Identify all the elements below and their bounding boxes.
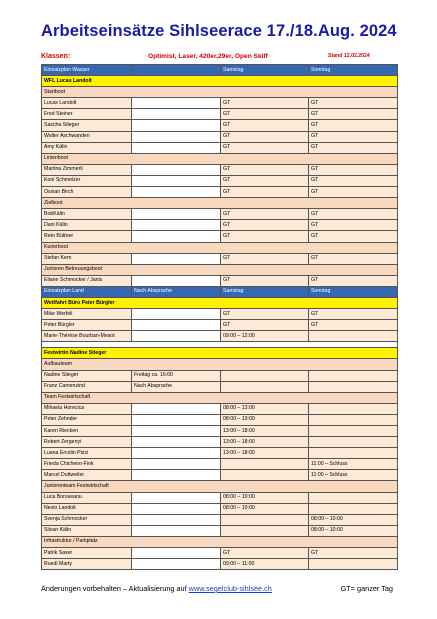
person-name: Mihaela Horecica (42, 403, 132, 414)
person-name: Fred Steiner (42, 109, 132, 120)
person-name: Luca Boroseanu (42, 492, 132, 503)
table-row (42, 231, 398, 242)
note-cell (132, 559, 221, 570)
sunday-cell (309, 437, 398, 448)
person-name: Peter Bürgler (42, 320, 132, 331)
classes-label: Klassen: (41, 53, 71, 60)
sunday-cell (309, 381, 398, 392)
saturday-cell: 13:00 – 18:00 (221, 448, 309, 459)
section-title: Startboot (42, 87, 398, 98)
table-row (42, 98, 398, 109)
person-name: Walter Aschwanden (42, 131, 132, 142)
table-row (42, 209, 398, 220)
table-row (42, 414, 398, 425)
saturday-cell: GT (221, 142, 309, 153)
note-cell (132, 320, 221, 331)
table-row (42, 448, 398, 459)
note-cell (132, 142, 221, 153)
sunday-cell: GT (309, 187, 398, 198)
table-row (42, 109, 398, 120)
sunday-cell: GT (309, 164, 398, 175)
person-name: Reto Büttner (42, 231, 132, 242)
note-cell (132, 120, 221, 131)
person-name: Eliane Schmocker / Janis (42, 275, 132, 286)
footer (41, 584, 393, 593)
org-label: Festwirtin Nadine Stieger (42, 348, 398, 359)
saturday-cell: GT (221, 175, 309, 186)
sunday-cell: GT (309, 109, 398, 120)
note-cell (132, 503, 221, 514)
saturday-cell: 13:00 – 18:00 (221, 437, 309, 448)
saturday-cell (221, 370, 309, 381)
header-cell: Einsatzplan Land (42, 286, 132, 297)
note-cell (132, 131, 221, 142)
saturday-cell: GT (221, 548, 309, 559)
website-link[interactable]: www.segelclub-sihlsee.ch (188, 584, 272, 593)
footer-text: Änderungen vorbehalten – Aktualisierung auf (41, 584, 189, 593)
sunday-cell (309, 559, 398, 570)
saturday-cell: 09:00 – 12:00 (221, 331, 309, 342)
note-cell (132, 470, 221, 481)
note-cell (132, 109, 221, 120)
note-cell (132, 164, 221, 175)
table-row (42, 320, 398, 331)
person-name: Nevio Landolt (42, 503, 132, 514)
person-name: Peter Zehnder (42, 414, 132, 425)
note-cell (132, 98, 221, 109)
table-row (42, 331, 398, 342)
header-cell (132, 65, 221, 76)
section-title: Aufbauteam (42, 359, 398, 370)
section-title: Kurierboot (42, 242, 398, 253)
page-title: Arbeitseinsätze Sihlseerace 17./18.Aug. 2024 (41, 22, 397, 40)
header-cell: Samstag (221, 65, 309, 76)
sunday-cell: GT (309, 175, 398, 186)
table-row (42, 470, 398, 481)
sunday-cell: GT (309, 98, 398, 109)
saturday-cell: 08:00 – 10:00 (221, 503, 309, 514)
person-name: Lucas Landolt (42, 98, 132, 109)
sunday-cell: GT (309, 253, 398, 264)
note-cell: Freitag ca. 16:00 (132, 370, 221, 381)
note-cell (132, 253, 221, 264)
table-row (42, 175, 398, 186)
section-title: Juniorenteam Festwirtschaft (42, 481, 398, 492)
org-label: Wettfahrt Büro Peter Bürgler (42, 297, 398, 308)
table-row (42, 437, 398, 448)
saturday-cell: 08:00 – 13:00 (221, 403, 309, 414)
classes-value: Optimist, Laser, 420er,29er, Open Skiff (148, 53, 268, 60)
table-row (42, 164, 398, 175)
gt-legend: GT= ganzer Tag (340, 584, 393, 593)
section-row (42, 359, 398, 370)
person-name: Martina Zimmerli (42, 164, 132, 175)
saturday-cell (221, 514, 309, 525)
note-cell (132, 459, 221, 470)
table-row (42, 459, 398, 470)
saturday-cell: GT (221, 231, 309, 242)
person-name: Patrik Saxer (42, 548, 132, 559)
person-name: Luana Ercolin Pizzi (42, 448, 132, 459)
org-label: WFL Lucas Landolt (42, 76, 398, 87)
sunday-cell: 08:00 – 10:00 (309, 514, 398, 525)
section-row (42, 87, 398, 98)
sunday-cell: GT (309, 209, 398, 220)
saturday-cell: 08:00 – 13:00 (221, 414, 309, 425)
sunday-cell: GT (309, 231, 398, 242)
saturday-cell: GT (221, 320, 309, 331)
note-cell (132, 492, 221, 503)
note-cell (132, 414, 221, 425)
sunday-cell (309, 370, 398, 381)
sunday-cell (309, 403, 398, 414)
sunday-cell (309, 331, 398, 342)
saturday-cell (221, 470, 309, 481)
sunday-cell: 11:00 – Schluss (309, 470, 398, 481)
saturday-cell: GT (221, 209, 309, 220)
sunday-cell: GT (309, 142, 398, 153)
land-header-row (42, 286, 398, 297)
note-cell (132, 231, 221, 242)
water-header-row (42, 65, 398, 76)
section-row (42, 153, 398, 164)
sunday-cell: GT (309, 275, 398, 286)
table-row (42, 559, 398, 570)
note-cell (132, 437, 221, 448)
saturday-cell: GT (221, 275, 309, 286)
table-row (42, 548, 398, 559)
sunday-cell: GT (309, 120, 398, 131)
saturday-cell: GT (221, 220, 309, 231)
sunday-cell (309, 492, 398, 503)
table-row (42, 275, 398, 286)
header-cell: Einsatzplan Wasser (42, 65, 132, 76)
festwirtin-org-row (42, 348, 398, 359)
sunday-cell: GT (309, 309, 398, 320)
saturday-cell: GT (221, 98, 309, 109)
saturday-cell (221, 381, 309, 392)
table-row (42, 403, 398, 414)
note-cell (132, 514, 221, 525)
saturday-cell (221, 459, 309, 470)
table-row (42, 142, 398, 153)
table-row (42, 525, 398, 536)
header-cell: Samstag (221, 286, 309, 297)
table-row (42, 492, 398, 503)
person-name: Silvan Kälin (42, 525, 132, 536)
saturday-cell: GT (221, 164, 309, 175)
water-org-row (42, 76, 398, 87)
land-org-row (42, 297, 398, 308)
section-row (42, 264, 398, 275)
note-cell (132, 220, 221, 231)
note-cell (132, 403, 221, 414)
schedule-table (41, 64, 398, 570)
person-name: Amy Kälin (42, 142, 132, 153)
person-name: Dani Kälin (42, 220, 132, 231)
sunday-cell: GT (309, 320, 398, 331)
header-cell: Sonntag (309, 65, 398, 76)
person-name: Frieda Chicheno-Fink (42, 459, 132, 470)
saturday-cell: GT (221, 120, 309, 131)
person-name: Marcel Duttweiler (42, 470, 132, 481)
sunday-cell (309, 503, 398, 514)
table-row (42, 309, 398, 320)
table-row (42, 120, 398, 131)
section-title: Team Festwirtschaft (42, 392, 398, 403)
table-row (42, 187, 398, 198)
table-row (42, 426, 398, 437)
section-title: Zielboot (42, 198, 398, 209)
person-name: Sascha Stieger (42, 120, 132, 131)
note-cell (132, 525, 221, 536)
person-name: Koni Schmelzer (42, 175, 132, 186)
table-row (42, 220, 398, 231)
saturday-cell: GT (221, 131, 309, 142)
person-name: Svenja Schmocker (42, 514, 132, 525)
table-row (42, 381, 398, 392)
table-row (42, 131, 398, 142)
note-cell (132, 175, 221, 186)
saturday-cell: GT (221, 253, 309, 264)
note-cell (132, 448, 221, 459)
sunday-cell: GT (309, 131, 398, 142)
person-name: Ossian Birch (42, 187, 132, 198)
person-name: Nadine Stieger (42, 370, 132, 381)
sunday-cell (309, 448, 398, 459)
date-stamp: Stand 12.02.2024 (328, 53, 370, 59)
section-row (42, 392, 398, 403)
section-row (42, 481, 398, 492)
sunday-cell (309, 426, 398, 437)
note-cell (132, 426, 221, 437)
person-name: Ruedi Marty (42, 559, 132, 570)
note-cell (132, 187, 221, 198)
person-name: Marie-Thérèse Bourban-Mesot (42, 331, 132, 342)
person-name: Stefan Kern (42, 253, 132, 264)
header-cell: Sonntag (309, 286, 398, 297)
sunday-cell: 08:00 – 10:00 (309, 525, 398, 536)
note-cell (132, 309, 221, 320)
saturday-cell: 08:00 – 10:00 (221, 492, 309, 503)
saturday-cell: GT (221, 309, 309, 320)
table-row (42, 503, 398, 514)
sunday-cell (309, 414, 398, 425)
section-row (42, 242, 398, 253)
header-cell: Nach Absprache (132, 286, 221, 297)
saturday-cell: 13:00 – 18:00 (221, 426, 309, 437)
note-cell (132, 331, 221, 342)
saturday-cell: 09:00 – 11:00 (221, 559, 309, 570)
section-title: Infrastruktur / Parkplatz (42, 536, 398, 547)
note-cell: Nach Absprache (132, 381, 221, 392)
note-cell (132, 548, 221, 559)
sunday-cell: 11:00 – Schluss (309, 459, 398, 470)
table-row (42, 253, 398, 264)
note-cell (132, 275, 221, 286)
note-cell (132, 209, 221, 220)
section-row (42, 198, 398, 209)
table-row (42, 370, 398, 381)
section-title: Linienboot (42, 153, 398, 164)
saturday-cell: GT (221, 187, 309, 198)
sunday-cell: GT (309, 220, 398, 231)
saturday-cell: GT (221, 109, 309, 120)
section-title: Junioren Betreuungsboot (42, 264, 398, 275)
person-name: Karen Riecken (42, 426, 132, 437)
person-name: Mike Werfeli (42, 309, 132, 320)
saturday-cell (221, 525, 309, 536)
person-name: Robert Zergenyi (42, 437, 132, 448)
person-name: Franz Camenzind (42, 381, 132, 392)
sunday-cell: GT (309, 548, 398, 559)
section-row (42, 536, 398, 547)
person-name: BobKälin (42, 209, 132, 220)
table-row (42, 514, 398, 525)
